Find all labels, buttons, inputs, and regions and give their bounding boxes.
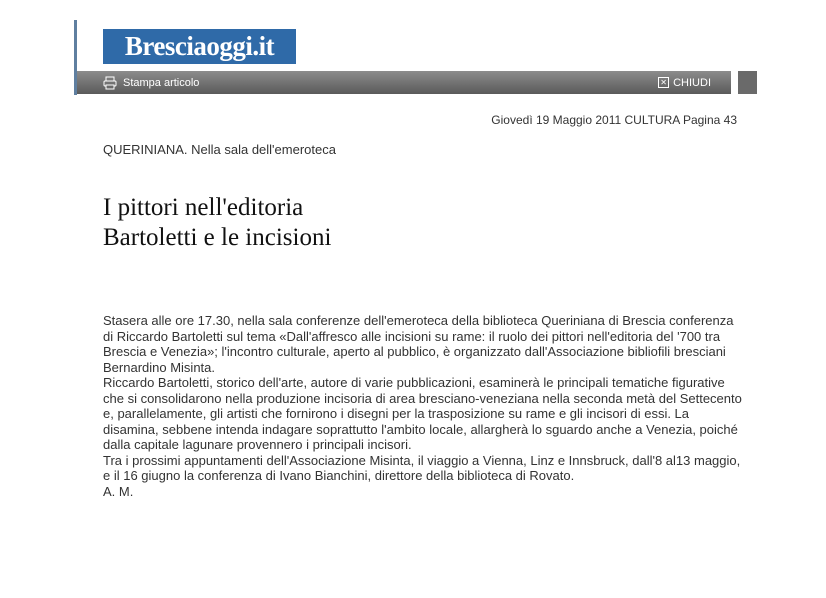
print-article-label: Stampa articolo [123,76,200,89]
close-label: CHIUDI [673,76,711,89]
article-toolbar [77,71,731,94]
toolbar-end-cap [738,71,757,94]
body-paragraph: Tra i prossimi appuntamenti dell'Associazione Misinta, il viaggio a Vienna, Linz e Innsbruck, dall'8 al13 maggio, e il 16 giugno la conferenza di Ivano Bianchini, direttore della biblioteca di Rovato. [103,452,741,483]
printer-icon [103,76,117,90]
article-body [103,313,743,499]
headline-line-2: Bartoletti e le incisioni [103,224,332,251]
headline-line-1: I pittori nell'editoria [103,194,304,221]
article-kicker: QUERINIANA. Nella sala dell'emeroteca [103,142,336,157]
body-paragraph: Riccardo Bartoletti, storico dell'arte, autore di varie pubblicazioni, esaminerà le principali tematiche figurative che si consolidarono nella produzione incisoria di area bresciano-veneziana nella seconda metà del Settecento e, parallelamente, gli artisti che fornirono i disegni per la trasposizione su rame e gli incisori di essi. La disamina, sebbene intenda indagare soprattutto l'ambito locale, allargherà lo sguardo anche a Venezia, poiché dalla capitale lagunare provennero i principali incisori. [103,375,742,452]
close-box-icon: ✕ [658,77,669,88]
print-article-button[interactable] [103,71,199,94]
close-button[interactable] [658,71,711,94]
body-paragraph: Stasera alle ore 17.30, nella sala conferenze dell'emeroteca della biblioteca Queriniana di Brescia conferenza di Riccardo Bartoletti sul tema «Dall'affresco alle incisioni su rame: il ruolo dei pittori nell'editoria del '700 tra Brescia e Venezia»; l'incontro culturale, aperto al pubblico, è organizzato dall'Associazione bibliofili bresciani Bernardino Misinta. [103,313,734,375]
site-logo[interactable]: Bresciaoggi.it [103,29,296,64]
article-signature: A. M. [103,483,134,499]
article-dateline: Giovedì 19 Maggio 2011 CULTURA Pagina 43 [491,113,737,127]
article-headline [103,193,331,253]
